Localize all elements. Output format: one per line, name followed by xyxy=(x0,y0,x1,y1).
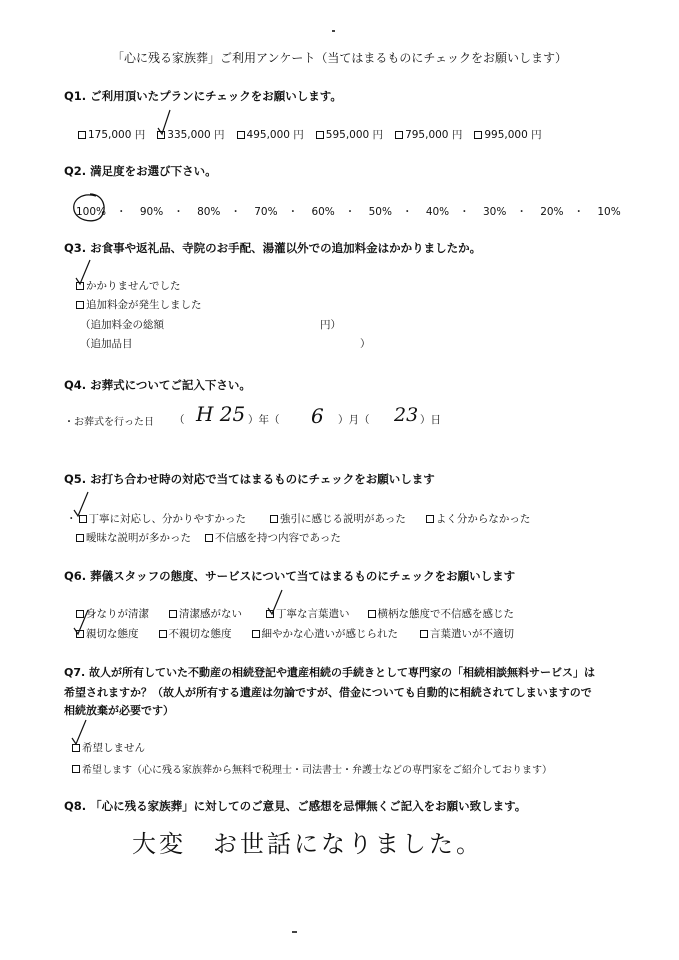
q3-option-1[interactable]: かかりませんでした xyxy=(76,278,181,293)
circle-mark-icon xyxy=(70,190,110,224)
q5-option-vague[interactable]: 曖昧な説明が多かった xyxy=(76,530,191,545)
checkbox[interactable] xyxy=(252,630,260,638)
q2-option-80[interactable]: 80% xyxy=(197,206,221,218)
q5-option-polite[interactable]: 丁寧に対応し、分かりやすかった xyxy=(79,511,247,526)
q2-option-40[interactable]: 40% xyxy=(425,206,450,218)
checkmark-icon xyxy=(72,490,94,520)
q7-option-yes[interactable]: 希望します（心に残る家族葬から無料で税理士・司法書士・弁護士などの専門家をご紹介しております） xyxy=(72,761,552,776)
q4-open-paren: （ xyxy=(174,414,185,426)
q2-option-20[interactable]: 20% xyxy=(540,206,564,218)
q1-option-2[interactable]: 335,000 円 xyxy=(157,127,224,142)
q1-option-6[interactable]: 995,000 円 xyxy=(474,127,541,142)
q2-options: 100% ・ 90% ・ 80% ・ 70% ・ 60% ・ 50% ・ 40% ・ 30% ・ 20% ・ 10% xyxy=(76,206,621,218)
scan-speck xyxy=(292,931,297,933)
q1-option-5[interactable]: 795,000 円 xyxy=(395,127,462,142)
q2-label: Q2. 満足度をお選び下さい。 xyxy=(64,164,217,178)
q1-option-1[interactable]: 175,000 円 xyxy=(78,127,145,142)
q6-option-clean[interactable]: 身なりが清潔 xyxy=(76,606,149,621)
scan-speck xyxy=(332,30,335,32)
checkbox[interactable] xyxy=(474,131,482,139)
q4-year-close: ）年（ xyxy=(248,414,280,426)
q1-option-3[interactable]: 495,000 円 xyxy=(237,127,304,142)
q5-option-distrust[interactable]: 不信感を持つ内容であった xyxy=(205,530,341,545)
checkmark-icon xyxy=(70,718,92,748)
q4-day-close: ）日 xyxy=(420,414,441,426)
q2-option-30[interactable]: 30% xyxy=(483,206,507,218)
q4-month-value[interactable]: 6 xyxy=(311,404,324,428)
q6-option-kind[interactable]: 親切な態度 xyxy=(76,626,139,641)
q3-amount-label: （追加料金の総額 xyxy=(80,319,164,331)
q5-option-pushy[interactable]: 強引に感じる説明があった xyxy=(270,511,406,526)
q6-option-unkind[interactable]: 不親切な態度 xyxy=(159,626,232,641)
q7-line-3: 相続放棄が必要です） xyxy=(64,704,174,717)
q6-option-not-clean[interactable]: 清潔感がない xyxy=(169,606,242,621)
checkbox[interactable] xyxy=(76,301,84,309)
checkbox[interactable] xyxy=(237,131,245,139)
q7-line-1: Q7. 故人が所有していた不動産の相続登記や遺産相続の手続きとして専門家の「相続相談無料サービス」は xyxy=(64,666,596,679)
q2-option-60[interactable]: 60% xyxy=(311,206,335,218)
q2-option-70[interactable]: 70% xyxy=(254,206,278,218)
q2-option-90[interactable]: 90% xyxy=(139,206,164,218)
q8-label: Q8. 「心に残る家族葬」に対してのご意見、ご感想を忌憚無くご記入をお願い致します。 xyxy=(64,799,527,813)
q4-month-close: ）月（ xyxy=(338,414,370,426)
checkbox[interactable] xyxy=(76,534,84,542)
q5-row1: ・ 丁寧に対応し、分かりやすかった 強引に感じる説明があった よく分からなかった xyxy=(66,513,531,525)
page-title: 「心に残る家族葬」ご利用アンケート（当てはまるものにチェックをお願いします） xyxy=(112,51,567,65)
q2-option-50[interactable]: 50% xyxy=(368,206,392,218)
q6-option-attentive[interactable]: 細やかな心遣いが感じられた xyxy=(252,626,399,641)
q3-option-2[interactable]: 追加料金が発生しました xyxy=(76,297,202,312)
checkbox[interactable] xyxy=(159,630,167,638)
q5-row2 xyxy=(76,530,341,545)
q2-option-100[interactable]: 100% xyxy=(76,206,107,218)
checkbox[interactable] xyxy=(316,131,324,139)
checkbox[interactable] xyxy=(169,610,177,618)
q6-label: Q6. 葬儀スタッフの態度、サービスについて当てはまるものにチェックをお願いします xyxy=(64,569,516,583)
q3-label: Q3. お食事や返礼品、寺院のお手配、湯灌以外での追加料金はかかりましたか。 xyxy=(64,241,482,255)
q4-day-value[interactable]: 23 xyxy=(394,404,419,426)
q1-option-4[interactable]: 595,000 円 xyxy=(316,127,383,142)
q1-label: Q1. ご利用頂いたプランにチェックをお願いします。 xyxy=(64,89,342,103)
q3-amount-unit: 円） xyxy=(320,319,341,331)
checkbox[interactable] xyxy=(270,515,278,523)
q7-option-no[interactable]: 希望しません xyxy=(72,740,145,755)
checkbox[interactable] xyxy=(420,630,428,638)
q4-label: Q4. お葬式についてご記入下さい。 xyxy=(64,378,251,392)
q5-label: Q5. お打ち合わせ時の対応で当てはまるものにチェックをお願いします xyxy=(64,472,435,486)
checkmark-icon xyxy=(74,258,96,288)
checkbox[interactable] xyxy=(78,131,86,139)
checkmark-icon xyxy=(266,588,288,618)
checkbox[interactable] xyxy=(368,610,376,618)
q2-option-10[interactable]: 10% xyxy=(597,206,621,218)
q6-row2 xyxy=(76,626,514,641)
checkmark-icon xyxy=(156,108,180,138)
q3-items-close: ） xyxy=(360,338,371,350)
checkbox[interactable] xyxy=(426,515,434,523)
q1-options xyxy=(78,127,542,142)
q4-year-value[interactable]: H 25 xyxy=(196,402,246,426)
q3-items-label: （追加品目 xyxy=(80,338,133,350)
q7-line-2: 希望されますか？（故人が所有する遺産は勿論ですが、借金についても自動的に相続されてしまいますので xyxy=(64,686,592,699)
q4-date-prefix: ・お葬式を行った日 xyxy=(64,417,154,428)
q6-option-polite-words[interactable]: 丁寧な言葉遣い xyxy=(266,606,350,621)
checkbox[interactable] xyxy=(72,765,80,773)
q6-option-arrogant[interactable]: 横柄な態度で不信感を感じた xyxy=(368,606,515,621)
q8-answer[interactable]: 大変 お世話になりました。 xyxy=(132,830,483,858)
q6-row1 xyxy=(76,606,514,621)
q5-option-unclear[interactable]: よく分からなかった xyxy=(426,511,531,526)
checkbox[interactable] xyxy=(205,534,213,542)
q6-option-improper-words[interactable]: 言葉遣いが不適切 xyxy=(420,626,514,641)
checkmark-icon xyxy=(72,608,94,638)
checkbox[interactable] xyxy=(395,131,403,139)
